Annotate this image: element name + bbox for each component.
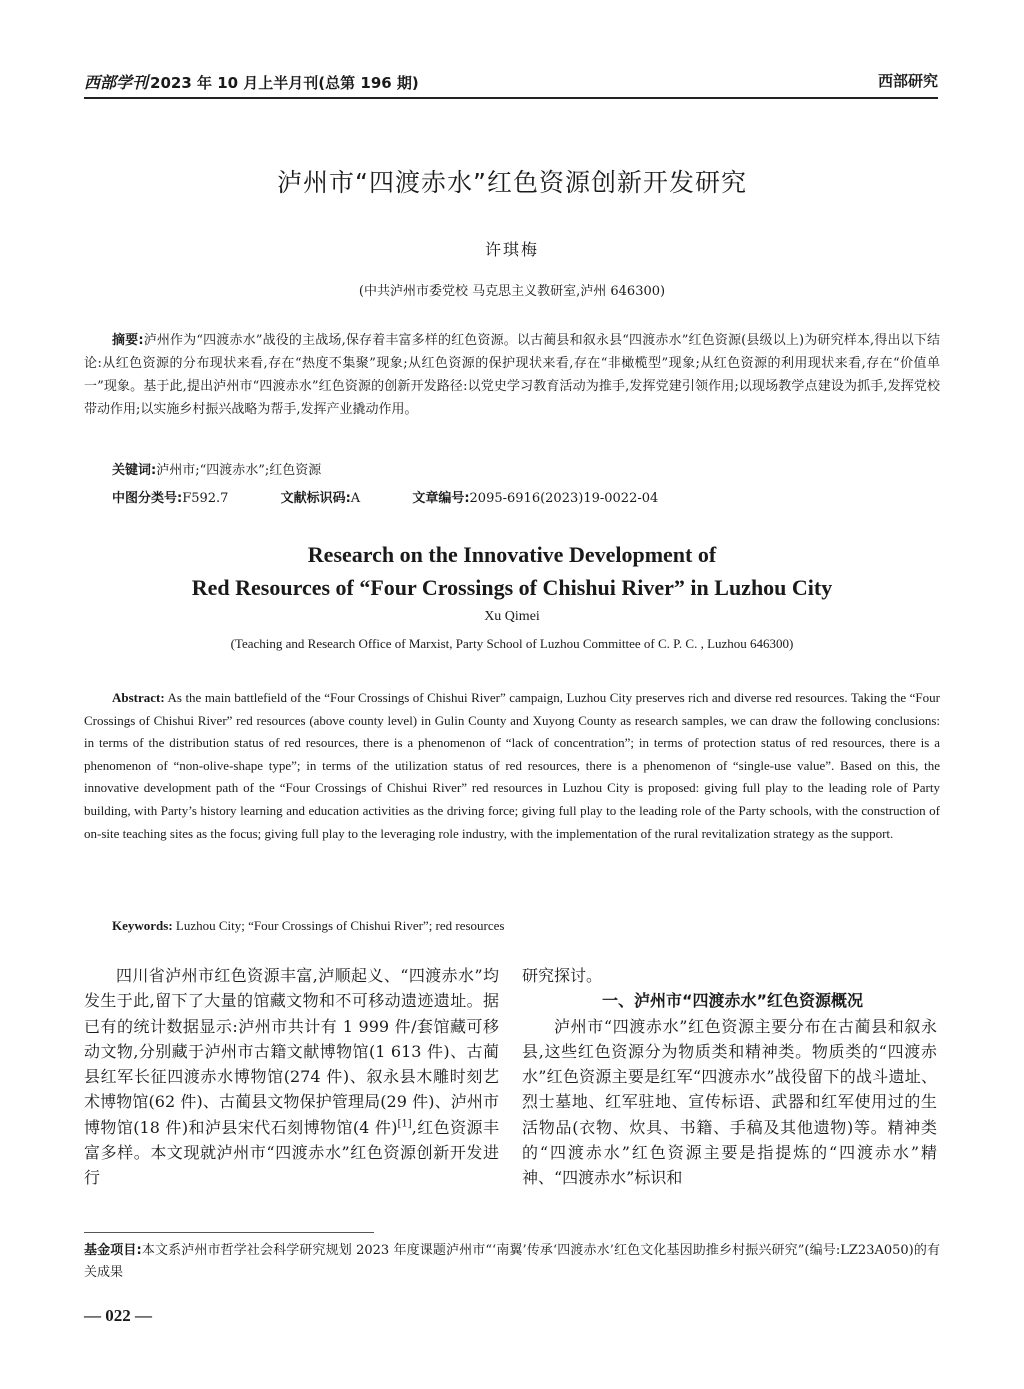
running-header (84, 70, 938, 96)
body-column-left (84, 963, 499, 1191)
abstract-english (84, 687, 940, 845)
keywords-text: 泸州市;“四渡赤水”;红色资源 (156, 463, 322, 478)
funding-label: 基金项目: (84, 1243, 142, 1258)
header-section: 西部研究 (877, 72, 938, 90)
title-english-line1: Research on the Innovative Development of (307, 542, 717, 567)
title-english-line2: Red Resources of “Four Crossings of Chishui River” in Luzhou City (191, 575, 833, 600)
header-rule (84, 97, 938, 99)
intro-text-a: 四川省泸州市红色资源丰富,泸顺起义、“四渡赤水”均发生于此,留下了大量的馆藏文物和不可移动遗迹遗址。据已有的统计数据显示:泸州市共计有 1 999 件/套馆藏可移动文物,分别藏于泸州市古籍文献博物馆(1 613 件)、古蔺县红军长征四渡赤水博物馆(274 件)、叙永县木雕时刻艺术博物馆(62 件)、古蔺县文物保护管理局(29 件)、泸州市博物馆(18 件)和泸县宋代石刻博物馆(4 件) (84, 966, 499, 1137)
intro-text-b: ,红色资源丰富多样。本文现就泸州市“四渡赤水”红色资源创新开发进行 (84, 1117, 499, 1188)
header-issue (84, 70, 419, 93)
funding-text: 本文系泸州市哲学社会科学研究规划 2023 年度课题泸州市“‘南翼’传承‘四渡赤水’红色文化基因助推乡村振兴研究”(编号:LZ23A050)的有关成果 (84, 1243, 940, 1280)
intro-continuation: 研究探讨。 (522, 966, 603, 985)
clc-value: F592.7 (182, 491, 229, 506)
doc-value: A (350, 491, 361, 506)
section-paragraph: 泸州市“四渡赤水”红色资源主要分布在古蔺县和叙永县,这些红色资源分为物质类和精神类。物质类的“四渡赤水”红色资源主要是红军“四渡赤水”战役留下的战斗遗址、烈士墓地、红军驻地、宣传标语、武器和红军使用过的生活物品(衣物、炊具、书籍、手稿及其他遗物)等。精神类的“四渡赤水”红色资源主要是指提炼的“四渡赤水”精神、“四渡赤水”标识和 (522, 1016, 937, 1188)
issue-info: 2023 年 10 月上半月刊(总第 196 期) (150, 74, 419, 92)
keywords-label: 关键词: (112, 463, 157, 478)
page-number: — 022 — (84, 1306, 152, 1325)
doc-label: 文献标识码: (280, 491, 351, 506)
journal-logo: 西部学刊 (84, 73, 149, 92)
article-number (412, 491, 658, 506)
author-chinese: 许琪梅 (484, 240, 539, 259)
abstract-label: 摘要: (112, 333, 144, 348)
document-code (281, 491, 361, 506)
body-column-right (522, 963, 937, 1191)
keywords-en-text: Luzhou City; “Four Crossings of Chishui River”; red resources (175, 918, 505, 933)
classification-line (112, 487, 912, 506)
author-english: Xu Qimei (484, 609, 540, 624)
footnote-rule (84, 1232, 374, 1233)
title-chinese: 泸州市“四渡赤水”红色资源创新开发研究 (277, 168, 747, 197)
abstract-text: 泸州作为“四渡赤水”战役的主战场,保存着丰富多样的红色资源。以古蔺县和叙永县“四渡赤水”红色资源(县级以上)为研究样本,得出以下结论:从红色资源的分布现状来看,存在“热度不集聚”现象;从红色资源的保护现状来看,存在“非橄榄型”现象;从红色资源的利用现状来看,存在“价值单一”现象。基于此,提出泸州市“四渡赤水”红色资源的创新开发路径:以党史学习教育活动为推手,发挥党建引领作用;以现场教学点建设为抓手,发挥党校带动作用;以实施乡村振兴战略为帮手,发挥产业撬动作用。 (84, 333, 940, 417)
abstract-en-label: Abstract: (112, 690, 165, 705)
keywords-en-label: Keywords: (112, 918, 173, 933)
clc-label: 中图分类号: (112, 491, 183, 506)
affiliation-chinese: (中共泸州市委党校 马克思主义教研室,泸州 646300) (358, 284, 666, 299)
article-value: 2095-6916(2023)19-0022-04 (469, 491, 659, 506)
clc-number (112, 491, 228, 506)
intro-paragraph (84, 963, 499, 1191)
affiliation-english: (Teaching and Research Office of Marxist, Party School of Luzhou Committee of C. P. C. , Luzhou 646300) (230, 636, 794, 651)
abstract-chinese (84, 329, 940, 421)
keywords-chinese (112, 459, 321, 478)
section-heading: 一、泸州市“四渡赤水”红色资源概况 (602, 991, 864, 1011)
article-label: 文章编号: (412, 491, 470, 506)
keywords-english (112, 918, 505, 934)
title-english (0, 538, 1024, 604)
reference-mark: [1] (397, 1118, 412, 1130)
abstract-en-text: As the main battlefield of the “Four Crossings of Chishui River” campaign, Luzhou City preserves rich and diverse red resources. Taking the “Four Crossings of Chishui River” red resources (above county level) in Gulin County and Xuyong County as research samples, we can draw the following conclusions: in terms of the distribution status of red resources, there is a phenomenon of “lack of concentration”; in terms of protection status of red resources, there is a phenomenon of “non-olive-shape type”; in terms of the utilization status of red resources, there is a phenomenon of “single-use value”. Based on this, the innovative development path of the “Four Crossings of Chishui River” red resources in Luzhou City is proposed: giving full play to the leading role of Party building, with Party’s history learning and education activities as the driving force; giving full play to the leading role of the Party schools, with the construction of on-site teaching sites as the focus; giving full play to the leveraging role industry, with the implementation of the rural revitalization strategy as the support. (84, 690, 940, 841)
funding-note (84, 1240, 940, 1284)
